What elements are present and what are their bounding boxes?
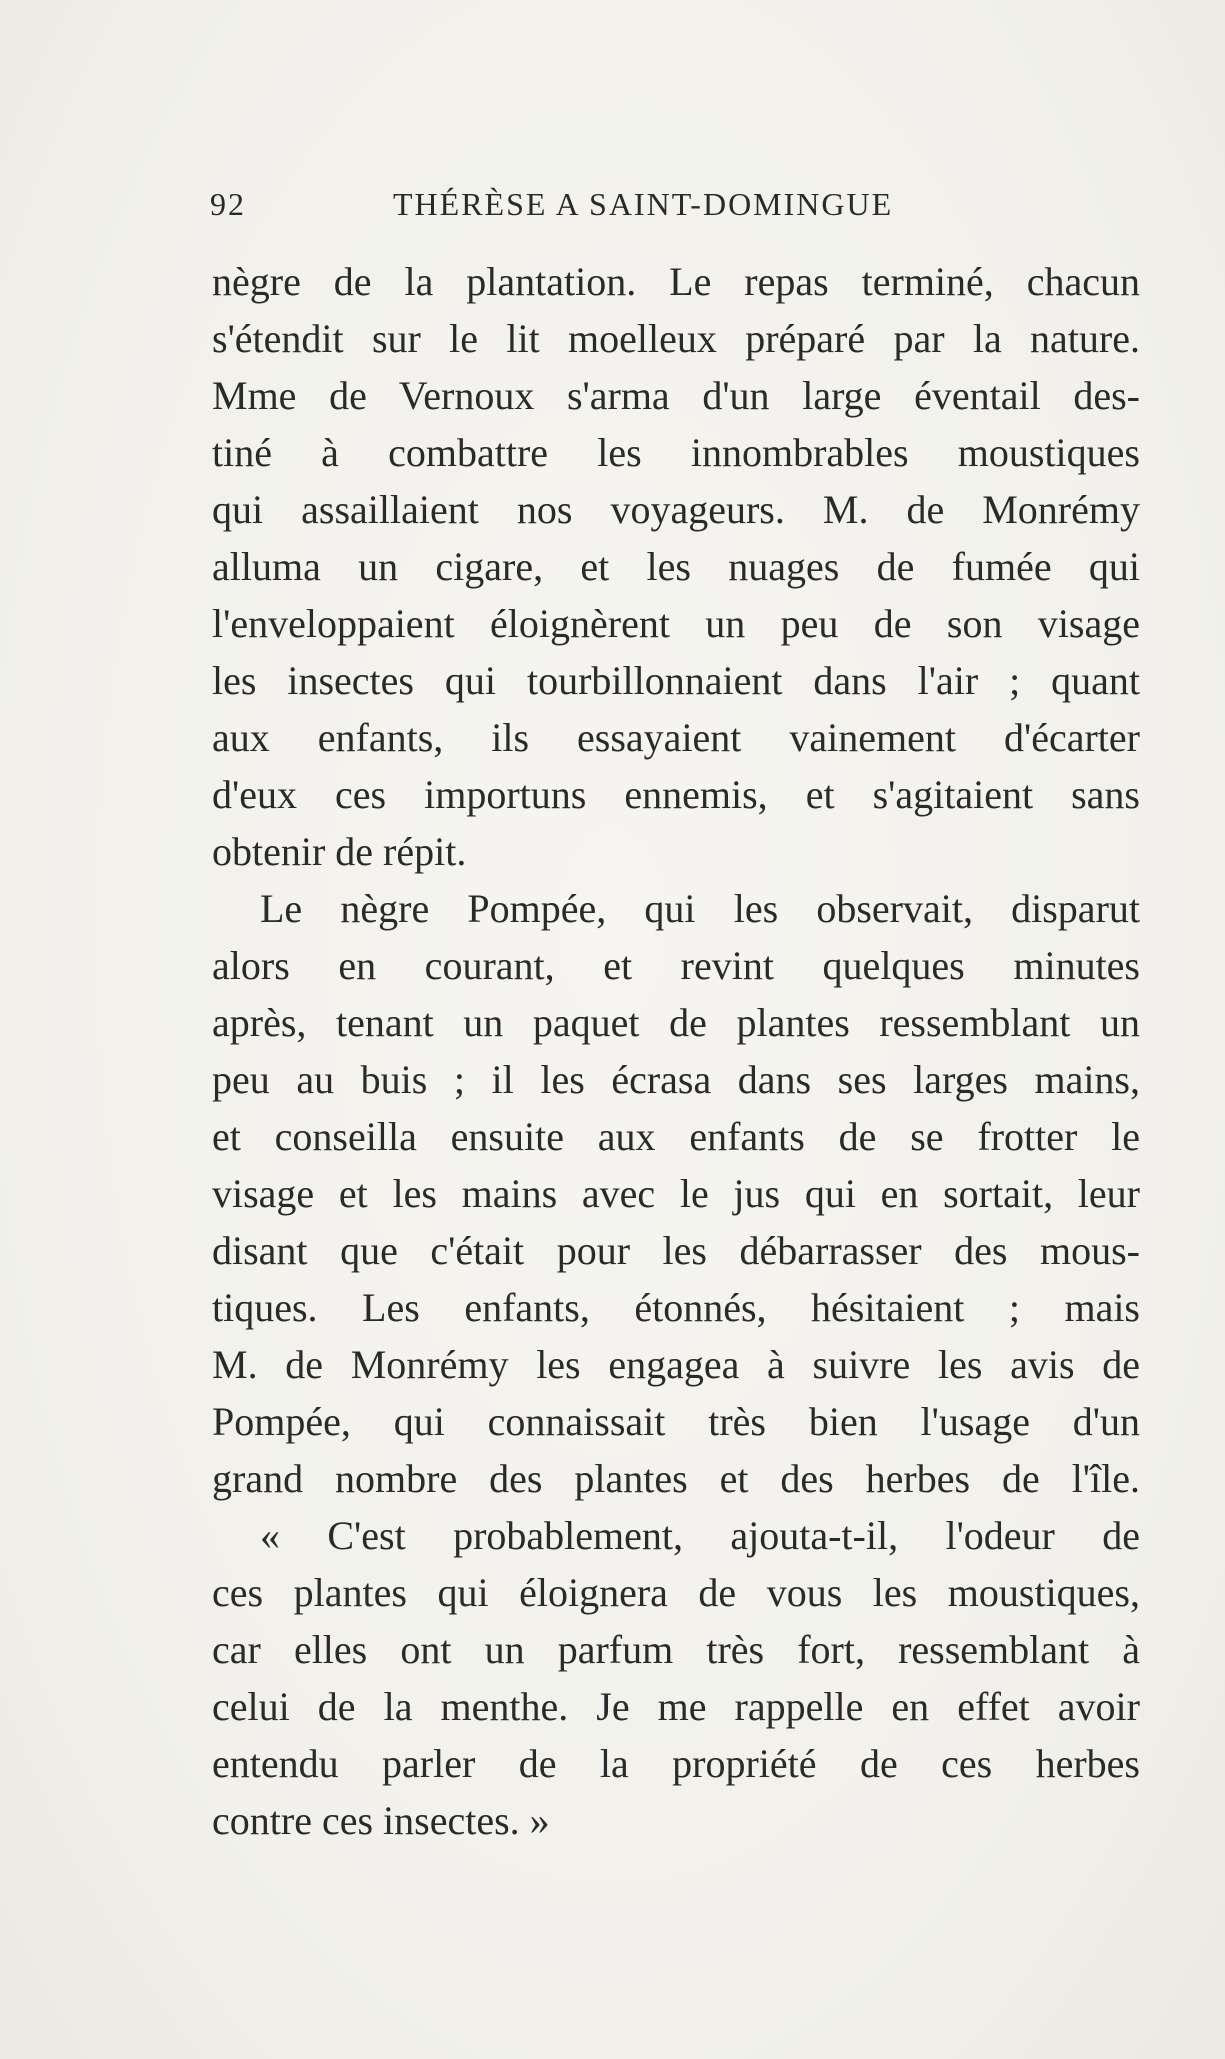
text-line: l'enveloppaient éloignèrent un peu de son visage — [212, 601, 1140, 646]
text-line: Pompée, qui connaissait très bien l'usage d'un — [212, 1399, 1140, 1444]
text-line: alors en courant, et revint quelques minutes — [212, 943, 1140, 988]
text-line: s'étendit sur le lit moelleux préparé par la nature. — [212, 316, 1140, 361]
text-line: car elles ont un parfum très fort, ressemblant à — [212, 1627, 1140, 1672]
text-line: les insectes qui tourbillonnaient dans l'air ; quant — [212, 658, 1140, 703]
text-line: aux enfants, ils essayaient vainement d'écarter — [212, 715, 1140, 760]
text-line: tiné à combattre les innombrables moustiques — [212, 430, 1140, 475]
text-line: celui de la menthe. Je me rappelle en effet avoir — [212, 1684, 1140, 1729]
text-line: peu au buis ; il les écrasa dans ses larges mains, — [212, 1057, 1140, 1102]
text-line: disant que c'était pour les débarrasser des mous- — [212, 1228, 1140, 1273]
text-line: contre ces insectes. » — [212, 1798, 550, 1843]
text-line: Mme de Vernoux s'arma d'un large éventail des- — [212, 373, 1140, 418]
text-line: obtenir de répit. — [212, 829, 467, 874]
text-line: grand nombre des plantes et des herbes de l'île. — [212, 1456, 1140, 1501]
text-line: tiques. Les enfants, étonnés, hésitaient ; mais — [212, 1285, 1140, 1330]
text-line: qui assaillaient nos voyageurs. M. de Monrémy — [212, 487, 1140, 532]
text-line: ces plantes qui éloignera de vous les moustiques, — [212, 1570, 1140, 1615]
text-line: d'eux ces importuns ennemis, et s'agitaient sans — [212, 772, 1140, 817]
text-line: Le nègre Pompée, qui les observait, disparut — [260, 886, 1140, 931]
text-line: visage et les mains avec le jus qui en sortait, leur — [212, 1171, 1140, 1216]
body-text — [212, 253, 1140, 1849]
text-line: et conseilla ensuite aux enfants de se frotter le — [212, 1114, 1140, 1159]
text-line: alluma un cigare, et les nuages de fumée qui — [212, 544, 1140, 589]
text-line: entendu parler de la propriété de ces herbes — [212, 1741, 1140, 1786]
text-line: après, tenant un paquet de plantes ressemblant un — [212, 1000, 1140, 1045]
text-line: M. de Monrémy les engagea à suivre les avis de — [212, 1342, 1140, 1387]
text-line: nègre de la plantation. Le repas terminé, chacun — [212, 259, 1140, 304]
running-title: THÉRÈSE A SAINT-DOMINGUE — [393, 186, 894, 222]
page-number: 92 — [210, 186, 246, 222]
page-header — [210, 186, 950, 236]
text-line: « C'est probablement, ajouta-t-il, l'odeur de — [260, 1513, 1140, 1558]
